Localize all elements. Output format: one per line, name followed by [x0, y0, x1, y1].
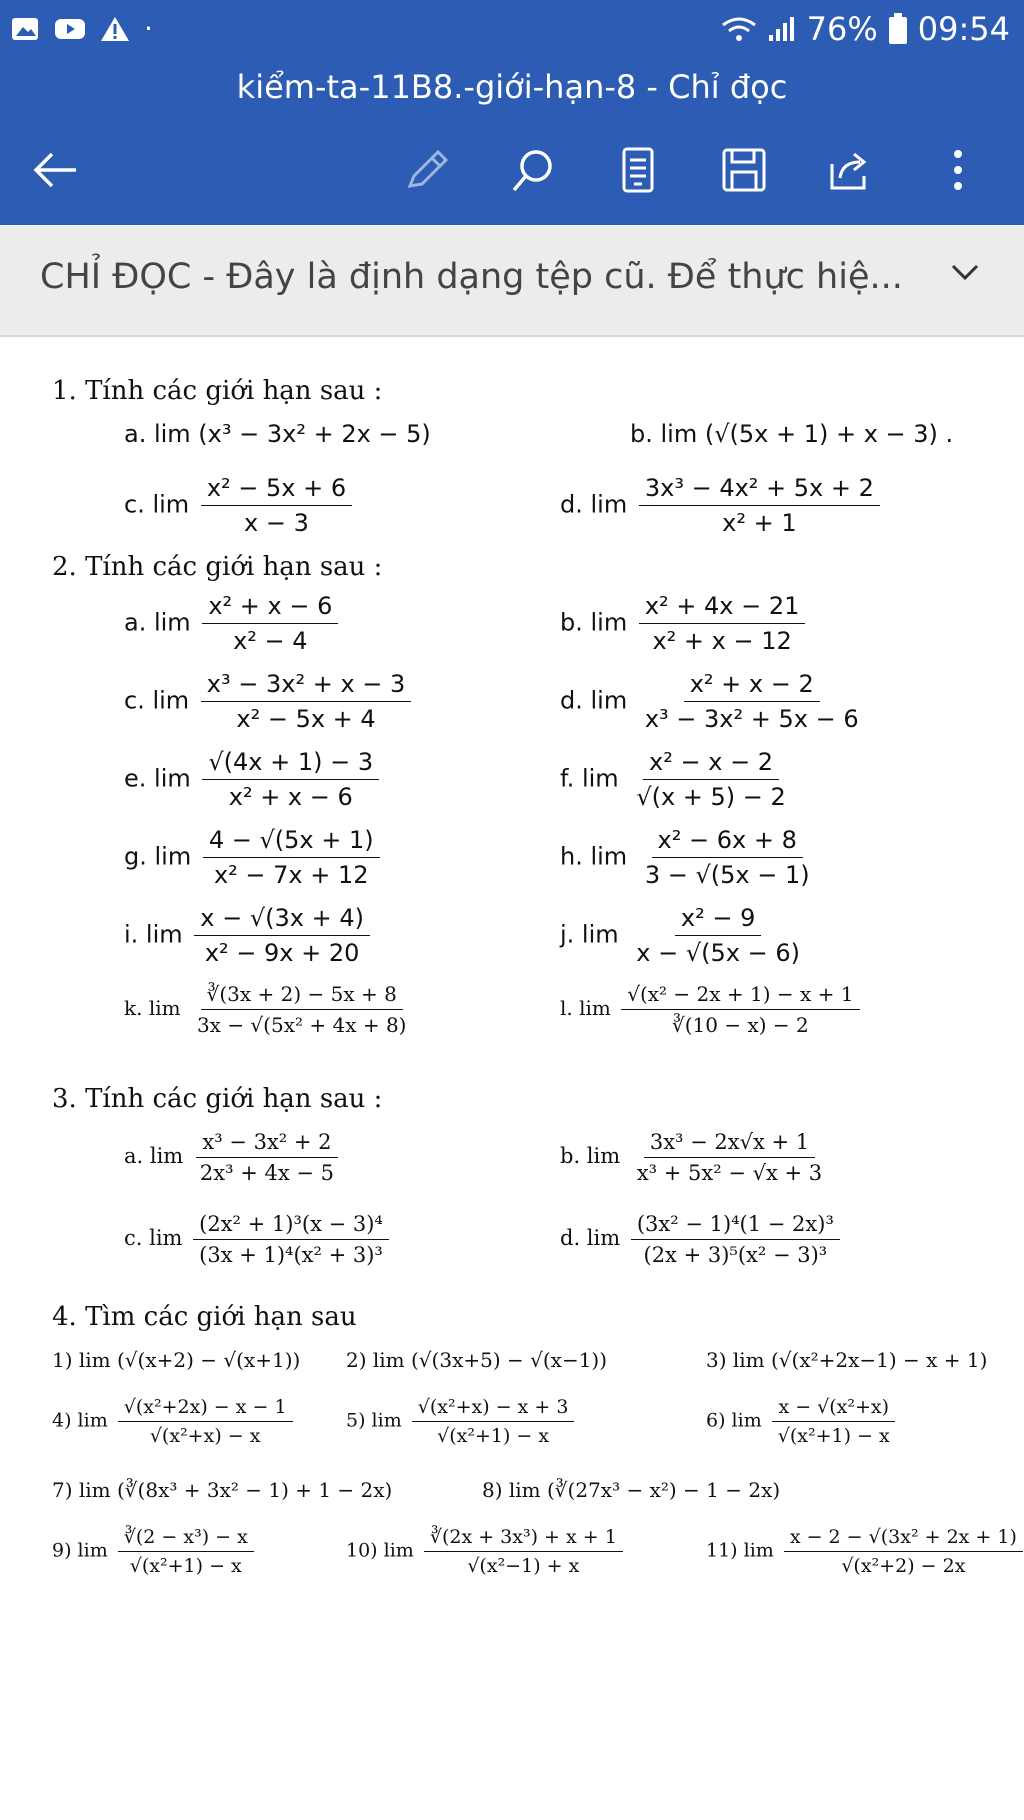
denominator: √(x²−1) + x	[467, 1555, 580, 1577]
save-button[interactable]	[714, 140, 774, 200]
fraction	[201, 474, 352, 537]
problem-4-1: 1) lim (√(x+2) − √(x+1))	[52, 1348, 301, 1372]
problem-4-10: 10) lim $\frac{\text{∛(2x + 3x³) + x + 1}}{\text{√(x²−1) + x}}$	[346, 1526, 627, 1577]
fraction	[202, 748, 379, 811]
banner-text: CHỈ ĐỌC - Đây là định dạng tệp cũ. Để thực hiệ...	[40, 257, 903, 297]
problem-1c	[124, 474, 356, 537]
app-header	[0, 60, 1024, 225]
problem-4-6: 6) lim $\frac{\text{x − √(x²+x)}}{\text{√(x²+1) − x}}$	[706, 1396, 900, 1447]
search-button[interactable]	[502, 140, 562, 200]
section-1-heading: 1. Tính các giới hạn sau :	[52, 376, 383, 406]
denominator: (3x + 1)⁴(x² + 3)³	[199, 1243, 383, 1267]
problem-1a: a. lim (x³ − 3x² + 2x − 5)	[124, 420, 431, 448]
numerator: ∛(2x + 3x³) + x + 1	[424, 1526, 623, 1552]
numerator: x² + 4x − 21	[639, 592, 806, 624]
problem-3a: a. lim $\frac{\text{x³ − 3x² + 2}}{\text{2x³ + 4x − 5}}$	[124, 1130, 344, 1185]
battery-icon	[888, 13, 908, 45]
fraction	[639, 670, 865, 733]
denominator: x² − 4	[233, 627, 308, 655]
back-button[interactable]	[26, 140, 86, 200]
fraction	[193, 1212, 389, 1267]
share-button[interactable]	[820, 140, 880, 200]
fraction	[639, 826, 816, 889]
problem-2f: f. lim $\frac{\text{x² − x − 2}}{√(x + 5) - 2}$	[560, 748, 796, 811]
denominator: x² − 7x + 12	[213, 861, 369, 889]
problem-2h: h. lim $\frac{\text{x² − 6x + 8}}{3 - √(5x - 1)}$	[560, 826, 820, 889]
numerator: x² − 6x + 8	[652, 826, 803, 858]
status-bar	[0, 0, 1024, 60]
document-view-icon	[618, 146, 658, 194]
search-icon	[508, 146, 556, 194]
numerator: x − √(x²+x)	[772, 1396, 895, 1422]
denominator: √(x²+2) − 2x	[841, 1555, 966, 1577]
section-3-heading: 3. Tính các giới hạn sau :	[52, 1084, 383, 1114]
more-options-button[interactable]	[928, 140, 988, 200]
fraction	[631, 1130, 828, 1185]
problem-4-3: 3) lim (√(x²+2x−1) − x + 1)	[706, 1348, 988, 1372]
clock: 09:54	[917, 10, 1010, 48]
denominator: √(x²+x) − x	[149, 1425, 261, 1447]
problem-2c: c. lim $\frac{\text{x³ − 3x² + x − 3}}{\text{x² − 5x + 4}}$	[124, 670, 415, 733]
numerator: (2x² + 1)³(x − 3)⁴	[193, 1212, 389, 1240]
denominator: x² + x − 12	[652, 627, 792, 655]
problem-3d: d. lim $\frac{\text{(3x² − 1)⁴(1 − 2x)³}}{\text{(2x + 3)⁵(x² − 3)³}}$	[560, 1212, 844, 1267]
denominator: (2x + 3)⁵(x² − 3)³	[643, 1243, 828, 1267]
problem-4-8: 8) lim (∛(27x³ − x²) − 1 − 2x)	[482, 1478, 781, 1502]
denominator: √(x²+1) − x	[437, 1425, 550, 1447]
denominator: x − √(5x − 6)	[636, 939, 800, 967]
fraction	[118, 1526, 254, 1577]
fraction	[772, 1396, 896, 1447]
fraction	[191, 982, 413, 1037]
problem-1b: b. lim (√(5x + 1) + x − 3) .	[630, 420, 954, 448]
numerator: x − √(3x + 4)	[194, 904, 370, 936]
denominator: x² − 5x + 4	[236, 705, 376, 733]
wifi-icon	[721, 15, 757, 43]
numerator: √(x² − 2x + 1) − x + 1	[621, 982, 859, 1010]
warning-icon	[100, 15, 130, 43]
problem-1c-label: c. lim	[124, 490, 190, 519]
numerator: (3x² − 1)⁴(1 − 2x)³	[631, 1212, 840, 1240]
problem-2b: b. lim $\frac{\text{x² + 4x − 21}}{\text{x² + x − 12}}$	[560, 592, 809, 655]
problem-2i: i. lim $\frac{x - √(3x + 4)}{\text{x² − 9x + 20}}$	[124, 904, 374, 967]
problem-2e: e. lim $\frac{√(4x + 1) - 3}{\text{x² + x − 6}}$	[124, 748, 383, 811]
read-only-banner[interactable]	[0, 225, 1024, 337]
fraction	[194, 1130, 340, 1185]
denominator: x² + x − 6	[228, 783, 353, 811]
youtube-icon	[54, 17, 86, 41]
problem-2d: d. lim $\frac{\text{x² + x − 2}}{\text{x³ − 3x² + 5x − 6}}$	[560, 670, 869, 733]
denominator: √(x²+1) − x	[777, 1425, 890, 1447]
numerator: x² + x − 2	[684, 670, 820, 702]
denominator: x − 3	[244, 509, 309, 537]
problem-3b: b. lim $\frac{\text{3x³ − 2x√x + 1}}{\text{x³ + 5x² − √x + 3}}$	[560, 1130, 832, 1185]
denominator: 2x³ + 4x − 5	[199, 1161, 334, 1185]
share-icon	[826, 146, 874, 194]
dot-icon: ·	[144, 12, 153, 45]
numerator: 3x³ − 4x² + 5x + 2	[639, 474, 880, 506]
fraction	[639, 474, 880, 537]
numerator: x² + x − 6	[202, 592, 338, 624]
fraction	[118, 1396, 293, 1447]
save-icon	[720, 146, 768, 194]
numerator: x − 2 − √(3x² + 2x + 1)	[784, 1526, 1023, 1552]
numerator: 3x³ − 2x√x + 1	[644, 1130, 815, 1158]
problem-4-2: 2) lim (√(3x+5) − √(x−1))	[346, 1348, 608, 1372]
fraction	[202, 592, 338, 655]
problem-2g: g. lim $\frac{4 - √(5x + 1)}{\text{x² − 7x + 12}}$	[124, 826, 384, 889]
fraction	[639, 592, 806, 655]
fraction	[194, 904, 370, 967]
denominator: 3x − √(5x² + 4x + 8)	[196, 1013, 407, 1037]
numerator: 4 − √(5x + 1)	[203, 826, 380, 858]
fraction	[630, 904, 806, 967]
fraction	[784, 1526, 1023, 1577]
section-2-heading: 2. Tính các giới hạn sau :	[52, 552, 383, 582]
fraction	[203, 826, 380, 889]
problem-4-4: 4) lim $\frac{\text{√(x²+2x) − x − 1}}{\text{√(x²+x) − x}}$	[52, 1396, 297, 1447]
denominator: 3 − √(5x − 1)	[644, 861, 810, 889]
denominator: ∛(10 − x) − 2	[672, 1013, 809, 1037]
problem-2j: j. lim $\frac{\text{x² − 9}}{x - √(5x - 6)}$	[560, 904, 810, 967]
more-vertical-icon	[950, 146, 966, 194]
fraction	[412, 1396, 575, 1447]
numerator: √(x²+2x) − x − 1	[118, 1396, 293, 1422]
problem-3c: c. lim $\frac{\text{(2x² + 1)³(x − 3)⁴}}{\text{(3x + 1)⁴(x² + 3)³}}$	[124, 1212, 393, 1267]
numerator: x² − x − 2	[643, 748, 779, 780]
fraction	[424, 1526, 623, 1577]
problem-1d-label: d. lim	[560, 490, 628, 519]
problem-2k: k. lim $\frac{∛(3x + 2) - 5x + 8}{\text{3x − √(5x² + 4x + 8)}}$	[124, 982, 416, 1037]
fraction	[630, 748, 792, 811]
problem-2l: l. lim $\frac{\text{√(x² − 2x + 1) − x + 1}}{∛(10 - x) - 2}$	[560, 982, 864, 1037]
numerator: ∛(3x + 2) − 5x + 8	[201, 982, 403, 1010]
denominator: x² + 1	[722, 509, 797, 537]
problem-4-7: 7) lim (∛(8x³ + 3x² − 1) + 1 − 2x)	[52, 1478, 393, 1502]
problem-4-5: 5) lim $\frac{\text{√(x²+x) − x + 3}}{\text{√(x²+1) − x}}$	[346, 1396, 578, 1447]
numerator: x² − 9	[675, 904, 761, 936]
denominator: √(x + 5) − 2	[636, 783, 786, 811]
problem-4-11: 11) lim $\frac{\text{x − 2 − √(3x² + 2x + 1)}}{\text{√(x²+2) − 2x}}$	[706, 1526, 1024, 1577]
denominator: x³ + 5x² − √x + 3	[636, 1161, 823, 1185]
denominator: √(x²+1) − x	[129, 1555, 242, 1577]
denominator: x² − 9x + 20	[204, 939, 360, 967]
gallery-icon	[10, 16, 40, 42]
back-arrow-icon	[32, 150, 80, 190]
reading-view-button[interactable]	[608, 140, 668, 200]
chevron-down-icon[interactable]	[950, 263, 980, 283]
numerator: x³ − 3x² + x − 3	[201, 670, 412, 702]
numerator: x² − 5x + 6	[201, 474, 352, 506]
problem-1d	[560, 474, 884, 537]
fraction	[631, 1212, 840, 1267]
signal-icon	[767, 15, 797, 43]
problem-2a: a. lim $\frac{\text{x² + x − 6}}{\text{x² − 4}}$	[124, 592, 342, 655]
pencil-icon	[402, 146, 450, 194]
notification-icons	[10, 12, 153, 45]
fraction	[201, 670, 412, 733]
fraction	[621, 982, 859, 1037]
numerator: x³ − 3x² + 2	[196, 1130, 337, 1158]
numerator: ∛(2 − x³) − x	[118, 1526, 254, 1552]
section-4-heading: 4. Tìm các giới hạn sau	[52, 1302, 357, 1332]
numerator: √(x²+x) − x + 3	[412, 1396, 575, 1422]
problem-4-9: 9) lim $\frac{\text{∛(2 − x³) − x}}{\text{√(x²+1) − x}}$	[52, 1526, 258, 1577]
denominator: x³ − 3x² + 5x − 6	[644, 705, 859, 733]
edit-button[interactable]	[396, 140, 456, 200]
battery-percent: 76%	[806, 10, 878, 48]
toolbar	[0, 140, 1024, 210]
document-title: kiểm-ta-11B8.-giới-hạn-8 - Chỉ đọc	[236, 68, 788, 106]
document-page	[0, 340, 1024, 1820]
numerator: √(4x + 1) − 3	[202, 748, 379, 780]
